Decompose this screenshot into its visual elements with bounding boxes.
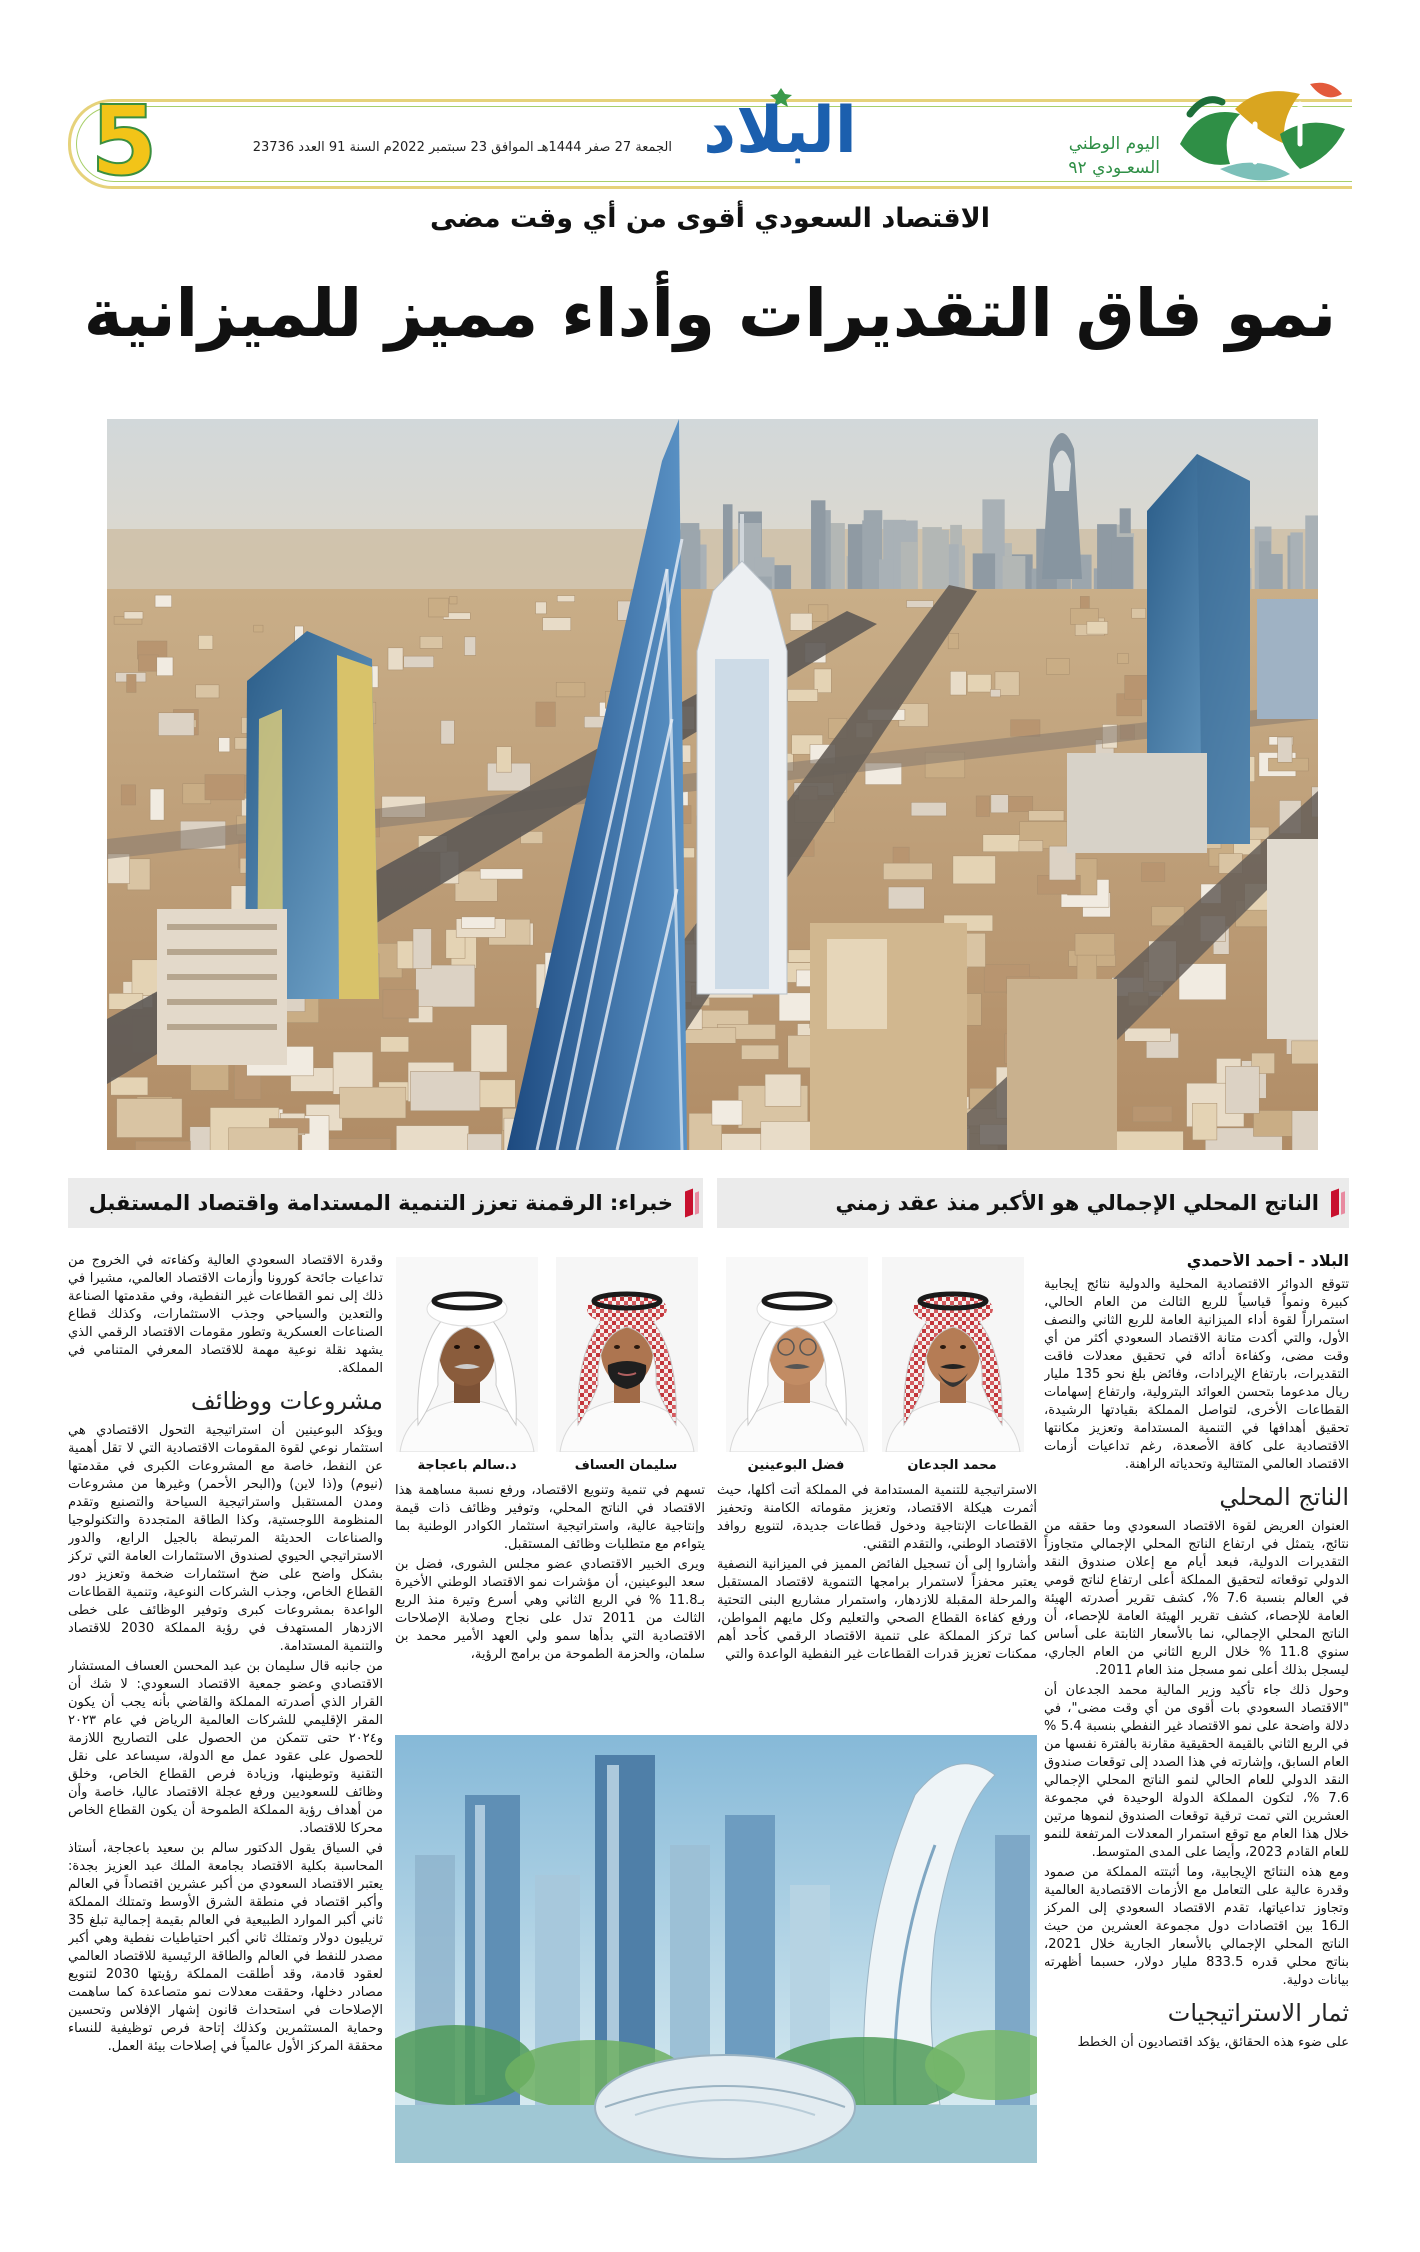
paragraph: من جانبه قال سليمان بن عبد المحسن العساف المستشار الاقتصادي وعضو جمعية الاقتصاد السعودي: لا شك أن القرار الذي أصدرته المملكة والقاضي بأنه يجب أن يكون المقر الإقليمي للشركات العالمية الرياض في عام ٢٠٢٣ و٢٠٢٤ حتى تتمكن من الحصول على التصاريح اللازمة للحصول على عقود عمل مع الدولة، سيساعد على نقل التقنية وتوطينها، وزيادة فرص القطاع الخاص، وخلق وظائف للسعوديين ورفع عجلة الاقتصاد عاليا، خاصة وأن من أهداف رؤية المملكة الطموحة أن يكون القطاع الخاص محركا للاقتصاد. bbox=[68, 1659, 383, 1836]
distant-building bbox=[811, 500, 825, 594]
city-block bbox=[471, 1025, 507, 1072]
city-block bbox=[388, 648, 403, 670]
city-block bbox=[1116, 1131, 1184, 1150]
paragraph: تسهم في تنمية وتنويع الاقتصاد، ورفع نسبة مساهمة هذا الاقتصاد في الناتج المحلي، وتوفير وظائف ذات قيمة وإنتاجية عالية، واستراتيجية استثمار الكوادر الوطنية بما يتواءم مع متطلبات وظائف المستقبل. bbox=[395, 1483, 705, 1552]
headline: نمو فاق التقديرات وأداء مميز للميزانية bbox=[83, 275, 1337, 352]
city-block bbox=[1226, 1066, 1260, 1113]
distant-building bbox=[973, 553, 995, 594]
column-right bbox=[1044, 1252, 1349, 2167]
city-block bbox=[340, 1087, 406, 1118]
city-block bbox=[1292, 1111, 1318, 1150]
portrait-salem-baajajah bbox=[396, 1257, 538, 1452]
paragraph: الاستراتيجية للتنمية المستدامة في المملكة أتت أكلها، حيث أثمرت هيكلة الاقتصاد، وتعزيز مقوماته الكامنة وتحفيز القطاعات الإنتاجية ودخول قطاعات جديدة، لتنويع روافد الاقتصاد الوطني، والتقدم التقني. bbox=[717, 1483, 1037, 1552]
city-block bbox=[396, 1126, 468, 1150]
section-marker bbox=[685, 1189, 693, 1218]
city-block bbox=[410, 1071, 479, 1110]
section-title-left: خبراء: الرقمنة تعزز التنمية المستدامة واقتصاد المستقبل bbox=[88, 1191, 673, 1215]
city-block bbox=[117, 1099, 182, 1138]
section-marker-accent bbox=[1341, 1191, 1345, 1214]
city-block bbox=[464, 637, 475, 656]
distant-building bbox=[862, 520, 875, 594]
distant-building bbox=[1112, 537, 1133, 594]
distant-building bbox=[901, 542, 918, 594]
subheading: ثمار الاستراتيجيات bbox=[1167, 1999, 1349, 2027]
city-block bbox=[383, 990, 419, 1018]
paragraph: العنوان العريض لقوة الاقتصاد السعودي وما حققه من نتائج، يتمثل في ارتفاع الناتج المحلي الإجمالي متجاوزاً التقديرات الدولية، فبعد أيام مع إعلان صندوق النقد الدولي توقعاته لتحقيق المملكة أعلى ارتفاع لناتج قومي في العالم بنسبة 7.6 %، كشف تقرير أصدرته الهيئة العامة للإحصاء، كشف تقرير الهيئة العامة للإحصاء، أن الناتج المحلي الإجمالي، نما بالأسعار الثابتة على أساس سنوي 11.8 % خلال الربع الثاني من العام الجاري، ليسجل بذلك أعلى نمو مسجل منذ العام 2011. bbox=[1044, 1519, 1349, 1678]
city-block bbox=[219, 738, 230, 752]
city-block bbox=[788, 689, 818, 701]
page-number: 5 bbox=[90, 85, 158, 197]
city-block bbox=[127, 859, 150, 890]
city-block bbox=[983, 835, 1023, 852]
subheading: مشروعات ووظائف bbox=[190, 1387, 383, 1415]
city-block bbox=[121, 785, 135, 805]
city-block bbox=[1142, 863, 1165, 882]
city-block bbox=[157, 657, 173, 676]
city-block bbox=[557, 596, 575, 602]
city-block bbox=[888, 887, 924, 909]
city-block bbox=[198, 635, 212, 649]
distant-building bbox=[924, 530, 949, 594]
paragraph: على ضوء هذه الحقائق، يؤكد اقتصاديون أن الخطط bbox=[1077, 2035, 1349, 2050]
city-block bbox=[907, 601, 934, 608]
city-block bbox=[990, 689, 1000, 696]
column-middle-left bbox=[395, 1482, 705, 1722]
city-block bbox=[235, 738, 248, 749]
distant-building bbox=[1290, 532, 1302, 594]
city-block bbox=[1087, 621, 1108, 634]
city-block bbox=[138, 655, 158, 671]
city-block bbox=[397, 941, 413, 969]
column-left bbox=[68, 1252, 383, 2167]
city-block bbox=[468, 1134, 503, 1150]
city-block bbox=[150, 789, 164, 820]
paragraph: وأشاروا إلى أن تسجيل الفائض المميز في الميزانية النصفية يعتبر محفزاً لاستمرار برامجها التنموية لاقتصاد المستقبل والمرحلة المقبلة للازدهار، واستمرار مشاريع البنى التحتية ورفع كفاءة القطاع الصحي والتعليم وكل مايهم المواطن، كما تركز المملكة على تنمية الاقتصاد الرقمي كأحد أهم ممكنات تعزيز قدرات القطاعات غير النفطية الواعدة والتي bbox=[717, 1557, 1037, 1662]
city-block bbox=[196, 685, 219, 698]
distant-building bbox=[830, 523, 845, 594]
city-block bbox=[536, 702, 555, 726]
city-block bbox=[1011, 720, 1040, 736]
city-block bbox=[136, 1141, 191, 1150]
city-block bbox=[480, 869, 523, 879]
city-block bbox=[1278, 737, 1292, 762]
distant-building bbox=[879, 559, 894, 594]
city-block bbox=[1029, 811, 1064, 821]
city-block bbox=[883, 863, 932, 879]
column-middle-right bbox=[717, 1482, 1037, 1722]
dome-building bbox=[595, 2055, 855, 2159]
city-block bbox=[1046, 659, 1069, 675]
portrait-name: محمد الجدعان bbox=[907, 1458, 997, 1473]
masthead: البلاد bbox=[703, 94, 857, 168]
city-block bbox=[1125, 1028, 1171, 1041]
city-block bbox=[416, 965, 475, 1007]
logo-line-1: اليوم الوطني bbox=[1068, 134, 1160, 154]
city-block bbox=[404, 656, 434, 667]
city-block bbox=[976, 796, 990, 817]
city-block bbox=[948, 633, 959, 649]
city-block bbox=[155, 595, 172, 607]
city-block bbox=[911, 802, 946, 816]
byline: البلاد - أحمد الأحمدي bbox=[1186, 1252, 1349, 1270]
paragraph: وحول ذلك جاء تأكيد وزير المالية محمد الجدعان أن "الاقتصاد السعودي بات أقوى من أي وقت مضى"، في دلالة واضحة على نمو الاقتصاد غير النفطي بنسبة 5.4 % في الربع الثاني بالقيمة الحقيقية مقارنة بالفترة نفسها من العام السابق، وإشارته في هذا الصدد إلى توقعات صندوق النقد الدولي للعام الحالي لنمو الناتج المحلي الإجمالي 7.6 %، لتكون المملكة الدولة الوحيدة في مجموعة العشرين التي تمت ترقية توقعات الصندوق لنموها مرتين خلال هذا العام مع توقع استمرار المعدلات المرتفعة للنمو للعام القادم 2023، وأيضا على المدى المتوسط. bbox=[1044, 1683, 1349, 1860]
city-block bbox=[556, 682, 585, 697]
paragraph: تتوقع الدوائر الاقتصادية المحلية والدولية نتائج إيجابية كبيرة ونمواً قياسياً للربع الثالث من العام الحالي، استمراراً لقوة أداء الميزانية العامة للربع الثاني والنصف الأول، والتي أكدت متانة الاقتصاد السعودي أكثر من أي وقت مضى، وكفاءة أدائه في تحقيق معدلات فاقت التقديرات، بارتفاع الإيرادات، وفائض بلغ نحو 135 مليار ريال مدعوما بتحسن العوائد البترولية، وارتفاع إسهامات القطاعات الأخرى، لتواصل المملكة بقيادتها الرشيدة، تحقيق أهدافها في التنمية المستدامة وتعزيز مكانتها الاقتصادية على كافة الأصعدة، رغم تداعيات أزمات الاقتصاد العالمي المتتالية وتحدياته الراهنة. bbox=[1044, 1277, 1349, 1472]
city-block bbox=[1192, 1103, 1216, 1140]
city-block bbox=[381, 1037, 409, 1052]
paragraph: ومع هذه النتائج الإيجابية، وما أثبتته المملكة من صمود وقدرة عالية على التعامل مع الأزمات الاقتصادية العالمية وتجاوز تداعياتها، تقدم الاقتصاد السعودي إلى المركز الـ16 بين اقتصادات دول مجموعة العشرين من حيث الناتج المحلي الإجمالي بالأسعار الجارية خلال 2021، بناتج محلي قدره 833.5 مليار دولار، حسبما أظهرته بيانات دولية. bbox=[1044, 1865, 1349, 1988]
section-bar-left bbox=[68, 1178, 703, 1228]
left-bottom-building bbox=[157, 909, 287, 1065]
future-city-illustration bbox=[395, 1735, 1037, 2163]
city-block bbox=[429, 598, 449, 617]
city-block bbox=[950, 671, 966, 695]
city-block bbox=[1019, 841, 1043, 852]
city-block bbox=[1133, 1106, 1172, 1121]
kicker: الاقتصاد السعودي أقوى من أي وقت مضى bbox=[430, 203, 990, 234]
city-block bbox=[683, 1028, 736, 1044]
paragraph: في السياق يقول الدكتور سالم بن سعيد باعجاجة، أستاذ المحاسبة بكلية الاقتصاد بجامعة الملك عبد العزيز بجدة: يعتبر الاقتصاد السعودي من أكبر عشرين اقتصاداً في العالم وأكبر اقتصاد في منطقة الشرق الأوسط وتمتلك المملكة ثاني أكبر الموارد الطبيعية في العالم بقيمة إجمالية تبلغ 35 تريليون دولار وتمتلك ثاني أكبر احتياطيات نفطية وهي أكبر مصدر للنفط في العالم والطاقة الرئيسية للاقتصاد العالمي لعقود قادمة، وقد أطلقت المملكة رؤيتها 2030 لتنويع مصادر دخلها، وحققت معدلات نمو متصاعدة كما ساهمت الإصلاحات في استحداث قانون إشهار الإفلاس وتحسين وحماية المستثمرين وكذلك إتاحة فرص توظيفية للنساء محققة المركز الأول عالمياً في إصلاحات بيئة العمل. bbox=[68, 1841, 383, 2054]
portrait-mohammed-aljadaan bbox=[882, 1257, 1024, 1452]
portrait-fadl-albuainain bbox=[726, 1257, 868, 1452]
distant-building bbox=[1305, 515, 1318, 594]
section-marker bbox=[1331, 1189, 1339, 1218]
city-block bbox=[1075, 934, 1115, 955]
city-block bbox=[497, 747, 512, 773]
city-block bbox=[205, 775, 244, 800]
paragraph: وقدرة الاقتصاد السعودي العالية وكفاءته في الخروج من تداعيات جائحة كورونا وأزمات الاقتصاد العالمي، مشيرا في ذلك إلى نمو القطاعات غير النفطية، وفي مقدمتها الصناعة والتعدين والسياحي وجذب الاستثمارات، وكذلك قطاع الصناعات العسكرية وتطور مقومات الاقتصاد الرقمي الذي يشهد نقلة نوعية مهمة للاقتصاد المعرفي المتنامي في المملكة. bbox=[68, 1253, 383, 1376]
city-block bbox=[765, 1074, 801, 1106]
city-block bbox=[712, 1100, 742, 1125]
city-block bbox=[158, 713, 194, 736]
city-block bbox=[111, 1077, 148, 1095]
city-block bbox=[543, 618, 571, 631]
city-block bbox=[991, 795, 1008, 813]
city-block bbox=[462, 917, 495, 928]
portrait-name: سليمان العساف bbox=[574, 1458, 678, 1473]
logo-line-2: السعـودي ٩٢ bbox=[1068, 158, 1160, 178]
section-marker-accent bbox=[695, 1191, 699, 1214]
city-block bbox=[254, 625, 263, 632]
portrait-name: فضل البوعينين bbox=[747, 1458, 845, 1473]
city-block bbox=[127, 674, 136, 692]
date-line: الجمعة 27 صفر 1444هـ الموافق 23 سبتمبر 2022م السنة 91 العدد 23736 bbox=[252, 140, 672, 155]
riyadh-skyline-photo bbox=[107, 419, 1318, 1150]
city-block bbox=[413, 929, 431, 969]
subheading: الناتج المحلي bbox=[1219, 1483, 1349, 1511]
city-block bbox=[953, 856, 996, 884]
section-bar-right bbox=[717, 1178, 1349, 1228]
city-block bbox=[1132, 608, 1146, 618]
section-title-right: الناتج المحلي الإجمالي هو الأكبر منذ عقد زمني bbox=[835, 1191, 1319, 1215]
city-block bbox=[741, 1045, 778, 1059]
city-block bbox=[967, 674, 991, 692]
city-block bbox=[790, 613, 812, 630]
city-block bbox=[441, 720, 454, 744]
portrait-name: د.سالم باعجاجة bbox=[417, 1458, 517, 1473]
city-block bbox=[1292, 1041, 1318, 1064]
national-day-logo bbox=[1160, 74, 1352, 192]
city-block bbox=[229, 1128, 298, 1150]
paragraph: ويؤكد البوعينين أن استراتيجية التحول الاقتصادي هي استثمار نوعي لقوة المقومات الاقتصادية التي لا تقل أهمية عن النفط، خاصة مع المشروعات الكبرى في مقدمتها (نيوم) و(ذا لاين) و(البحر الأحمر) وغيرها من مشروعات ومدن المستقبل واستراتيجية السياحة والتصنيع وتقدم المنظومة اللوجستية، وكذا الطاقة المتجددة والتكنولوجيا والصناعات الحديثة المرتبطة بالجيل الرابع، والدور الاستراتيجي الحيوي لصندوق الاستثمارات العامة التي تركز بشكل واضح على ضخ استثمارات ضخمة وتعزيز دور القطاع الخاص، وجذب الشركات النوعية، وتنمية القطاعات الواعدة بمشروعات كبرى وتوفير الوظائف على خطى الازدهار المستهدف في رؤية المملكة 2030 للاقتصاد والتنمية المستدامة. bbox=[68, 1423, 383, 1654]
city-block bbox=[124, 612, 143, 619]
city-block bbox=[420, 636, 443, 648]
distant-building bbox=[1264, 554, 1283, 594]
city-block bbox=[450, 596, 457, 604]
city-block bbox=[1118, 653, 1129, 663]
paragraph: ويرى الخبير الاقتصادي عضو مجلس الشورى، فضل بن سعد البوعينين، أن مؤشرات نمو الاقتصاد الوطني الأخيرة بـ11.8 % في الربع الثاني وهي أسرع وتيرة منذ الربع الثالث من 2011 تدل على نجاح وصلابة الإصلاحات الاقتصادية التي بدأها سمو ولي العهد الأمير محمد بن سلمان، والحزمة الطموحة من برامج الرؤية، bbox=[395, 1557, 705, 1662]
city-block bbox=[536, 602, 547, 614]
portrait-sulaiman-alassaf bbox=[556, 1257, 698, 1452]
distant-building bbox=[1003, 556, 1026, 594]
